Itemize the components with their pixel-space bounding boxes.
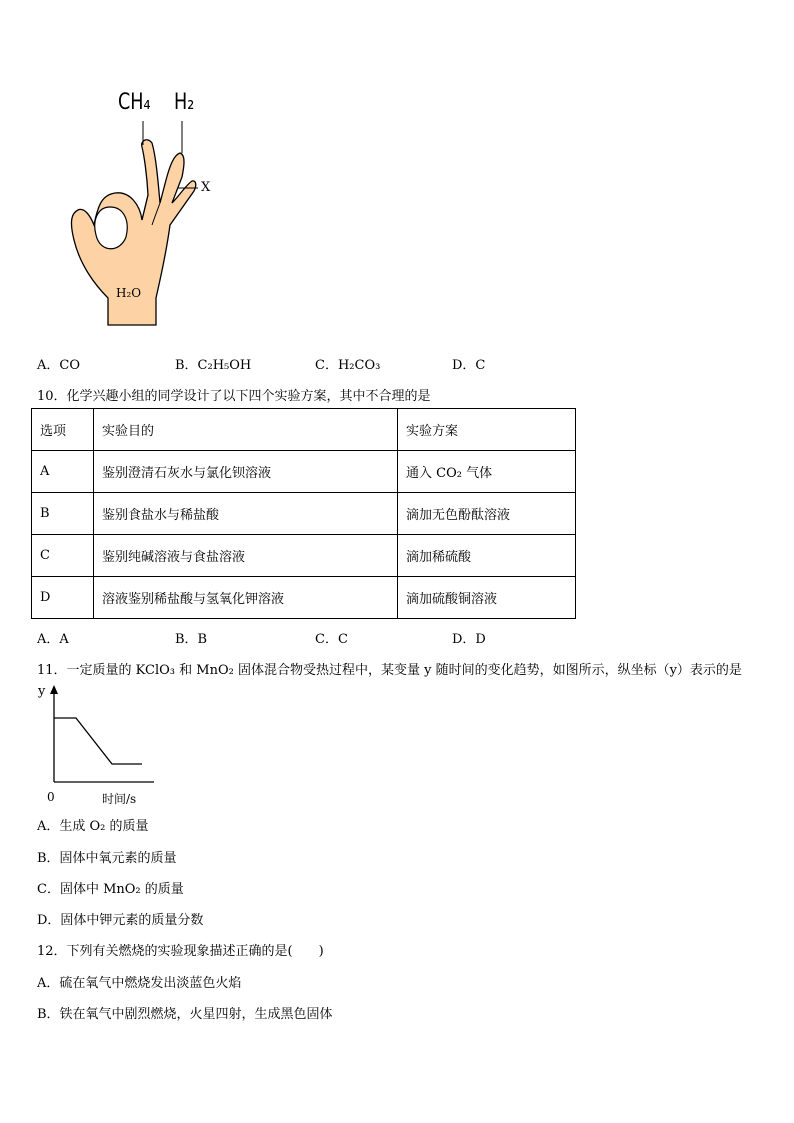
q12-option-b[interactable]: B．铁在氧气中剧烈燃烧，火星四射，生成黑色固体 (37, 1007, 333, 1022)
q9-option-d[interactable]: D．C (452, 358, 486, 373)
q10-table (31, 408, 576, 619)
label-h2: H₂ (174, 90, 195, 115)
label-ch4: CH₄ (118, 90, 151, 115)
table-cell: D (32, 577, 94, 619)
table-cell: 鉴别纯碱溶液与食盐溶液 (94, 535, 398, 577)
q12-option-a[interactable]: A．硫在氧气中燃烧发出淡蓝色火焰 (37, 976, 242, 991)
q11-option-b[interactable]: B．固体中氧元素的质量 (37, 851, 177, 866)
q9-option-b[interactable]: B．C₂H₅OH (175, 358, 252, 373)
table-header-cell: 实验目的 (94, 409, 398, 451)
table-row (32, 451, 576, 493)
table-cell: B (32, 493, 94, 535)
label-h2o: H₂O (116, 286, 142, 300)
q11-curve (54, 718, 142, 764)
q12-stem: 12．下列有关燃烧的实验现象描述正确的是( ) (37, 944, 324, 959)
table-row (32, 577, 576, 619)
q11-option-a[interactable]: A．生成 O₂ 的质量 (37, 819, 149, 834)
graph-origin-label: 0 (47, 790, 55, 804)
table-cell: 滴加无色酚酞溶液 (398, 493, 576, 535)
table-cell: 通入 CO₂ 气体 (398, 451, 576, 493)
table-cell: C (32, 535, 94, 577)
q10-option-d[interactable]: D．D (452, 632, 486, 647)
q11-option-d[interactable]: D．固体中钾元素的质量分数 (37, 913, 204, 928)
q10-option-a[interactable]: A．A (37, 632, 69, 647)
table-cell: 溶液鉴别稀盐酸与氢氧化钾溶液 (94, 577, 398, 619)
table-header-row (32, 409, 576, 451)
q9-option-c[interactable]: C．H₂CO₃ (315, 358, 381, 373)
q10-stem: 10．化学兴趣小组的同学设计了以下四个实验方案，其中不合理的是 (37, 389, 431, 404)
q11-stem: 11．一定质量的 KClO₃ 和 MnO₂ 固体混合物受热过程中，某变量 y 随时间的变化趋势，如图所示，纵坐标（y）表示的是 (37, 663, 742, 678)
label-x: X (201, 180, 211, 195)
table-cell: 鉴别食盐水与稀盐酸 (94, 493, 398, 535)
hand-hole (95, 207, 127, 249)
table-header-cell: 选项 (32, 409, 94, 451)
table-row (32, 493, 576, 535)
hand-figure (60, 85, 250, 330)
q10-option-c[interactable]: C．C (315, 632, 348, 647)
table-cell: A (32, 451, 94, 493)
q11-option-c[interactable]: C．固体中 MnO₂ 的质量 (37, 882, 184, 897)
table-cell: 滴加稀硫酸 (398, 535, 576, 577)
graph-x-label: 时间/s (102, 792, 137, 806)
table-cell: 滴加硫酸铜溶液 (398, 577, 576, 619)
q9-option-a[interactable]: A．CO (37, 358, 80, 373)
table-cell: 鉴别澄清石灰水与氯化钡溶液 (94, 451, 398, 493)
q10-option-b[interactable]: B．B (175, 632, 208, 647)
graph-y-label: y (38, 684, 46, 699)
table-row (32, 535, 576, 577)
table-header-cell: 实验方案 (398, 409, 576, 451)
